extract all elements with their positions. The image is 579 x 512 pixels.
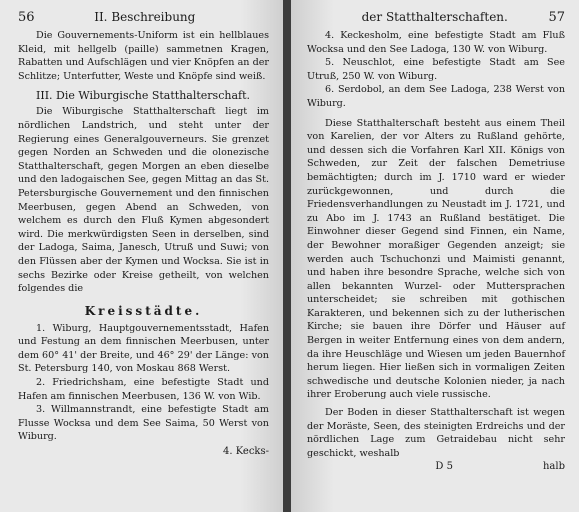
list-item: 5. Neuschlot, eine befestigte Stadt am See Utruß, 250 W. von Wiburg. (307, 57, 565, 82)
section-heading: III. Die Wiburgische Statthalterschaft. (36, 89, 250, 103)
right-page (291, 0, 579, 512)
right-page-number: 57 (548, 10, 565, 25)
left-catchword: 4. Kecks- (222, 446, 269, 458)
right-header-title: der Statthalterschaften. (361, 10, 508, 24)
list-item: 1. Wiburg, Hauptgouvernementsstadt, Hafen und Festung an dem finnischen Meerbusen, unter dem 60° 41' der Breite, und 46° 29' der Länge: von St. Petersburg 140, von Moskau 868 Werst. (18, 322, 269, 375)
list-item: 6. Serdobol, an dem See Ladoga, 238 Werst von Wiburg. (307, 84, 565, 109)
page-footer (307, 461, 565, 472)
list-item: 4. Keckesholm, eine befestigte Stadt am Fluß Wocksa und den See Ladoga, 130 W. von Wiburg. (307, 30, 565, 55)
list-item: 3. Willmannstrandt, eine befestigte Stadt am Flusse Wocksa und dem See Saima, 50 Werst von Wiburg. (18, 404, 269, 443)
book-gutter (283, 0, 291, 512)
kreisstaedte-heading: Kreisstädte. (84, 303, 203, 318)
description-paragraph: Die Wiburgische Statthalterschaft liegt im nördlichen Landstrich, und steht unter der Regierung eines Generalgouverneurs. Sie grenzet gegen Norden an Schweden und die olonezische Statthalterschaft, gegen Morgen an eben dieselbe und den ladogaischen See, gegen Mittag an das St. Petersburgische Gouvernement und den finnischen Meerbusen, gegen Abend an Schweden, von welchem es durch den Fluß Kymen abgesondert wird. Die merkwürdigsten Seen in derselben, sind der Ladoga, Saima, Janesch, Utruß und Suwi; von den Flüssen aber der Kymen und Wocksa. Sie ist in sechs Bezirke oder Kreise getheilt, von welchen folgendes die (18, 106, 269, 295)
signature-mark: D 5 (435, 461, 453, 473)
left-header-title: II. Beschreibung (94, 10, 196, 24)
list-item: 2. Friedrichsham, eine befestigte Stadt und Hafen am finnischen Meerbusen, 136 W. von Wib. (18, 377, 269, 402)
boden-paragraph: Der Boden in dieser Statthalterschaft ist wegen der Moräste, Seen, des steinigten Erdreichs und der nördlichen Lage zum Getraidebau nicht sehr geschickt, weshalb (307, 407, 565, 459)
left-page-number: 56 (18, 10, 35, 25)
karelien-paragraph: Diese Statthalterschaft besteht aus einem Theil von Karelien, der vor Alters zu Rußland gehörte, und dessen sich die Vorfahren Karl XII. Königs von Schweden, zur Zeit der falschen Demetriuse bemächtigten; durch im J. 1710 ward er wieder zurückgewonnen, und durch die Friedensverhandlungen zu Neustadt im J. 1721, und zu Abo im J. 1743 an Rußland bestätiget. Die Einwohner dieser Gegend sind Finnen, ein Name, der Bewohner moraßiger Gegenden anzeigt; sie werden auch Tschuchonzi und Maimisti genannt, und haben ihre besondre Sprache, welche sich von allen bekannten Wurzel- oder Muttersprachen unterscheidet; sie schreiben mit gothischen Karakteren, und bekennen sich zu der lutherischen Kirche; sie bauen ihre Dörfer und Häuser auf Bergen in weiter Entfernung eines von dem andern, da ihre Heuschläge und Wiesen um jeden Bauernhof herum liegen. Hier ließen sich in vormaligen Zeiten schwedische und deutsche Kolonien nieder, ja nach ihrer Eroberung auch viele russische. (307, 117, 565, 401)
left-running-head (18, 10, 269, 25)
right-running-head (307, 10, 565, 25)
uniform-paragraph: Die Gouvernements-Uniform ist ein hellblaues Kleid, mit hellgelb (paille) sammetnen Kragen, Rabatten und Aufschlägen und vier Knöpfen an der Schlitze; Unterfutter, Weste und Knöpfe sind weiß. (18, 30, 269, 82)
left-page (0, 0, 283, 512)
right-catchword: halb (542, 461, 565, 473)
